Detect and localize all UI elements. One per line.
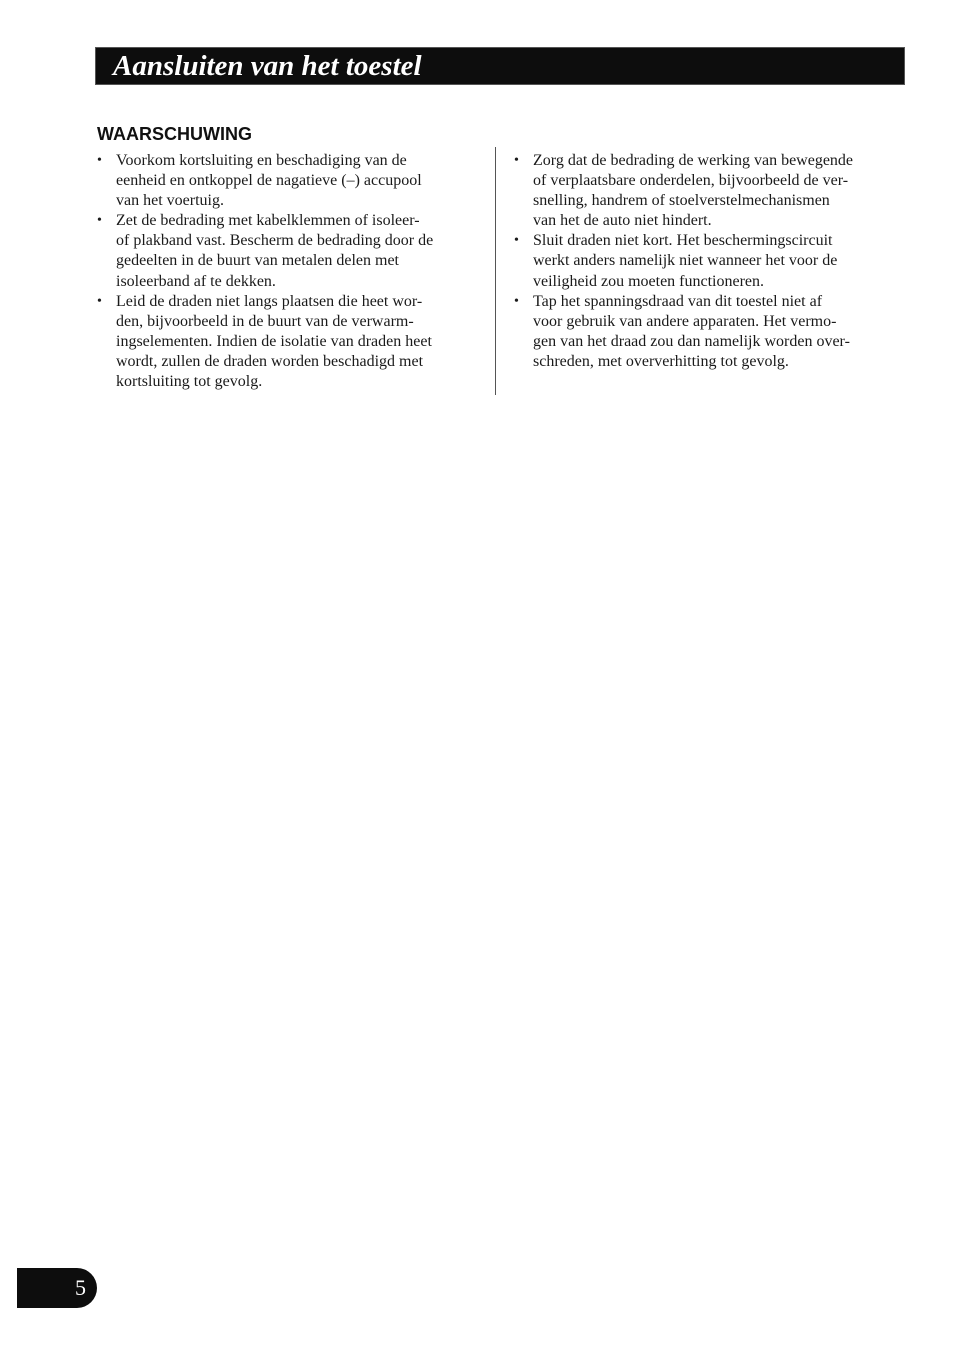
warning-text-line: schreden, met oververhitting tot gevolg.	[533, 352, 789, 370]
right-column	[514, 151, 904, 372]
warning-text-line: eenheid en ontkoppel de nagatieve (–) accupool	[116, 172, 422, 190]
header-bar	[95, 47, 905, 85]
left-column	[97, 151, 482, 392]
warning-text-line: veiligheid zou moeten functioneren.	[533, 272, 765, 290]
warning-text-line: van het de auto niet hindert.	[533, 212, 712, 230]
warning-text-line: werkt anders namelijk niet wanneer het voor de	[533, 252, 838, 270]
bullet-icon: •	[514, 153, 519, 168]
warning-text-line: ingselementen. Indien de isolatie van draden heet	[116, 332, 432, 350]
bullet-icon: •	[97, 213, 102, 229]
warning-text-line: gedeelten in de buurt van metalen delen met	[116, 252, 399, 270]
warning-heading: WAARSCHUWING	[97, 124, 252, 144]
warning-text-line: wordt, zullen de draden worden beschadigd met	[116, 352, 424, 370]
warning-text-line: van het voertuig.	[116, 192, 224, 210]
warning-list-item	[514, 231, 904, 291]
warning-text-line: gen van het draad zou dan namelijk worden over-	[533, 332, 850, 350]
warning-text-line: snelling, handrem of stoelverstelmechanismen	[533, 192, 830, 210]
bullet-icon: •	[514, 233, 519, 249]
warning-text-line: Tap het spanningsdraad van dit toestel niet af	[533, 292, 823, 310]
warning-text-line: Zorg dat de bedrading de werking van bewegende	[533, 152, 854, 169]
warning-text-line: voor gebruik van andere apparaten. Het vermo-	[533, 312, 837, 330]
warning-text-line: of plakband vast. Bescherm de bedrading door de	[116, 232, 434, 250]
warning-text-line: Sluit draden niet kort. Het beschermingscircuit	[533, 232, 833, 250]
page-number: 5	[75, 1275, 86, 1300]
warning-list-item	[97, 211, 482, 291]
bullet-icon: •	[514, 293, 519, 309]
warning-list-item	[97, 292, 482, 392]
warning-list-item	[97, 151, 482, 211]
warning-list-item	[514, 151, 904, 231]
bullet-icon: •	[97, 293, 102, 309]
column-divider	[495, 147, 496, 395]
warning-text-line: of verplaatsbare onderdelen, bijvoorbeeld de ver-	[533, 172, 849, 190]
page-title: Aansluiten van het toestel	[113, 50, 422, 82]
warning-text-line: Zet de bedrading met kabelklemmen of isoleer-	[116, 212, 420, 230]
warning-text-line: kortsluiting tot gevolg.	[116, 373, 263, 391]
warning-list-item	[514, 292, 904, 372]
warning-text-line: Leid de draden niet langs plaatsen die heet wor-	[116, 292, 423, 310]
warning-text-line: den, bijvoorbeeld in de buurt van de verwarm-	[116, 312, 414, 330]
page-number-tab	[17, 1268, 97, 1308]
warning-text-line: Voorkom kortsluiting en beschadiging van de	[116, 152, 407, 169]
bullet-icon: •	[97, 153, 102, 168]
warning-text-line: isoleerband af te dekken.	[116, 272, 276, 290]
